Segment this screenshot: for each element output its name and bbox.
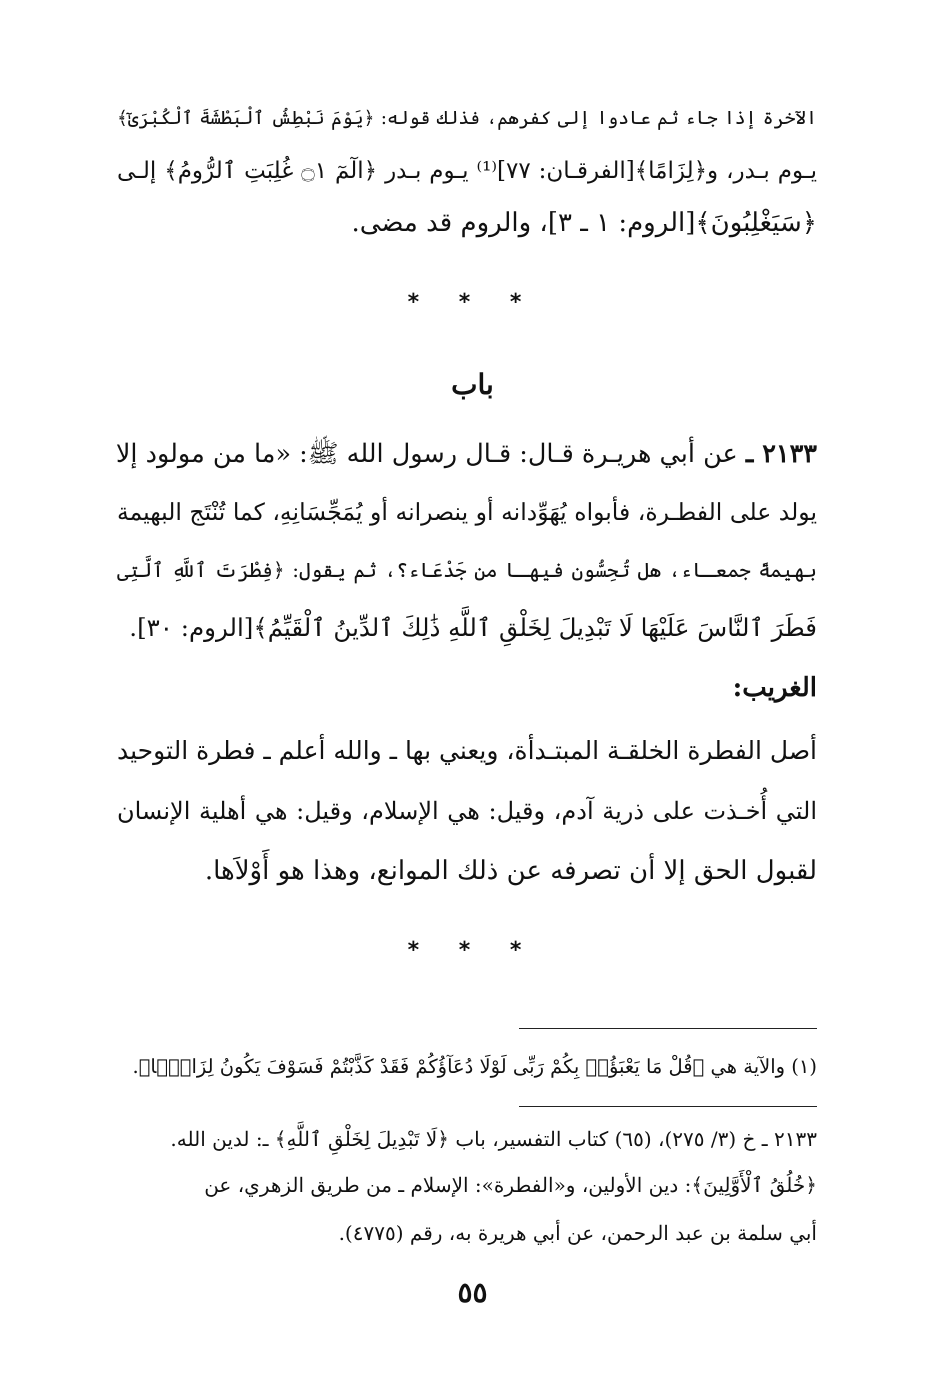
- gharib-paragraph: [117, 732, 817, 890]
- page-number: ٥٥: [457, 1276, 488, 1309]
- footnote-2-line: أبي سلمة بن عبد الرحمن، عن أبي هريرة به، رقم (٤٧٧٥).: [338, 1221, 817, 1245]
- text-line: فَطَرَ ٱلنَّاسَ عَلَيْهَا لَا تَبْدِيلَ لِخَلْقِ ٱللَّهِ ذَٰلِكَ ٱلدِّينُ ٱلْقَيِّمُ﴾[الروم: ٣٠].: [129, 613, 817, 642]
- gharib-heading: الغريب:: [732, 673, 817, 703]
- footnote-2-line: ﴿خُلُقُ ٱلْأَوَّلِينَ﴾: دين الأولين، و«الفطرة»: الإسلام ـ من طريق الزهري، عن: [204, 1173, 817, 1197]
- text-line: أصل الفطرة الخلقـة المبتـدأة، ويعني بها ـ والله أعلم ـ فطرة التوحيد: [117, 736, 817, 765]
- text-line: يولد على الفطـرة، فأبواه يُهَوِّدانه أو ينصرانه أو يُمَجِّسَانِهِ، كما تُنْتَج البهيمة: [117, 498, 817, 526]
- text-line: لقبول الحق إلا أن تصرفه عن ذلك الموانع، وهذا هو أَوْلاَها.: [204, 856, 817, 886]
- footnote-2-line: ٢١٣٣ ـ خ (٣/ ٢٧٥)، (٦٥) كتاب التفسير، باب ﴿لَا تَبْدِيلَ لِخَلْقِ ٱللَّهِ﴾ ـ: لدين الله.: [170, 1127, 817, 1151]
- top-paragraph: [117, 100, 817, 242]
- text-line: بهيمةً جمعـاء، هل تُحِسُّون فيهـا من جَدْعَاء؟، ثم يقول: ﴿فِطْرَتَ ٱللَّهِ ٱلَّتِى: [117, 558, 817, 582]
- hadith-number: ٢١٣٣ ـ: [745, 439, 817, 469]
- text-line: ﴿سَيَغْلِبُونَ﴾[الروم: ١ ـ ٣]، والروم قد مضى.: [351, 208, 817, 238]
- footnote-1: (١) والآية هي ﴿قُلْ مَا يَعْبَؤُا۟ بِكُمْ رَبِّى لَوْلَا دُعَآؤُكُمْ فَقَدْ كَذَّبْتُمْ فَسَوْفَ يَكُونُ لِزَامًۢا﴾.: [132, 1055, 817, 1078]
- footnote-divider: [519, 1106, 817, 1107]
- text-line: عن أبي هريـرة قـال: قـال رسول الله ﷺ: «ما من مولود إلا: [115, 439, 738, 469]
- footnote-divider: [519, 1028, 817, 1029]
- section-separator: * * *: [407, 938, 538, 963]
- text-line: التي أُخـذت على ذرية آدم، وقيل: هي الإسلام، وقيل: هي أهلية الإنسان: [117, 797, 817, 825]
- chapter-heading: باب: [451, 368, 494, 401]
- hadith-paragraph: [117, 435, 817, 647]
- text-line: يـوم بـدر، و﴿لِزَامًا﴾[الفرقـان: ٧٧]⁽¹⁾ يـوم بـدر ﴿الٓمٓ ۝١ غُلِبَتِ ٱلرُّومُ﴾ إلـى: [117, 158, 817, 184]
- text-line: الآخرة إذا جاء ثم عادوا إلى كفرهم، فذلك قوله: ﴿يَوْمَ نَبْطِشُ ٱلْبَطْشَةَ ٱلْكُبْرَىٰٓ﴾: [117, 108, 817, 129]
- section-separator: * * *: [407, 290, 538, 315]
